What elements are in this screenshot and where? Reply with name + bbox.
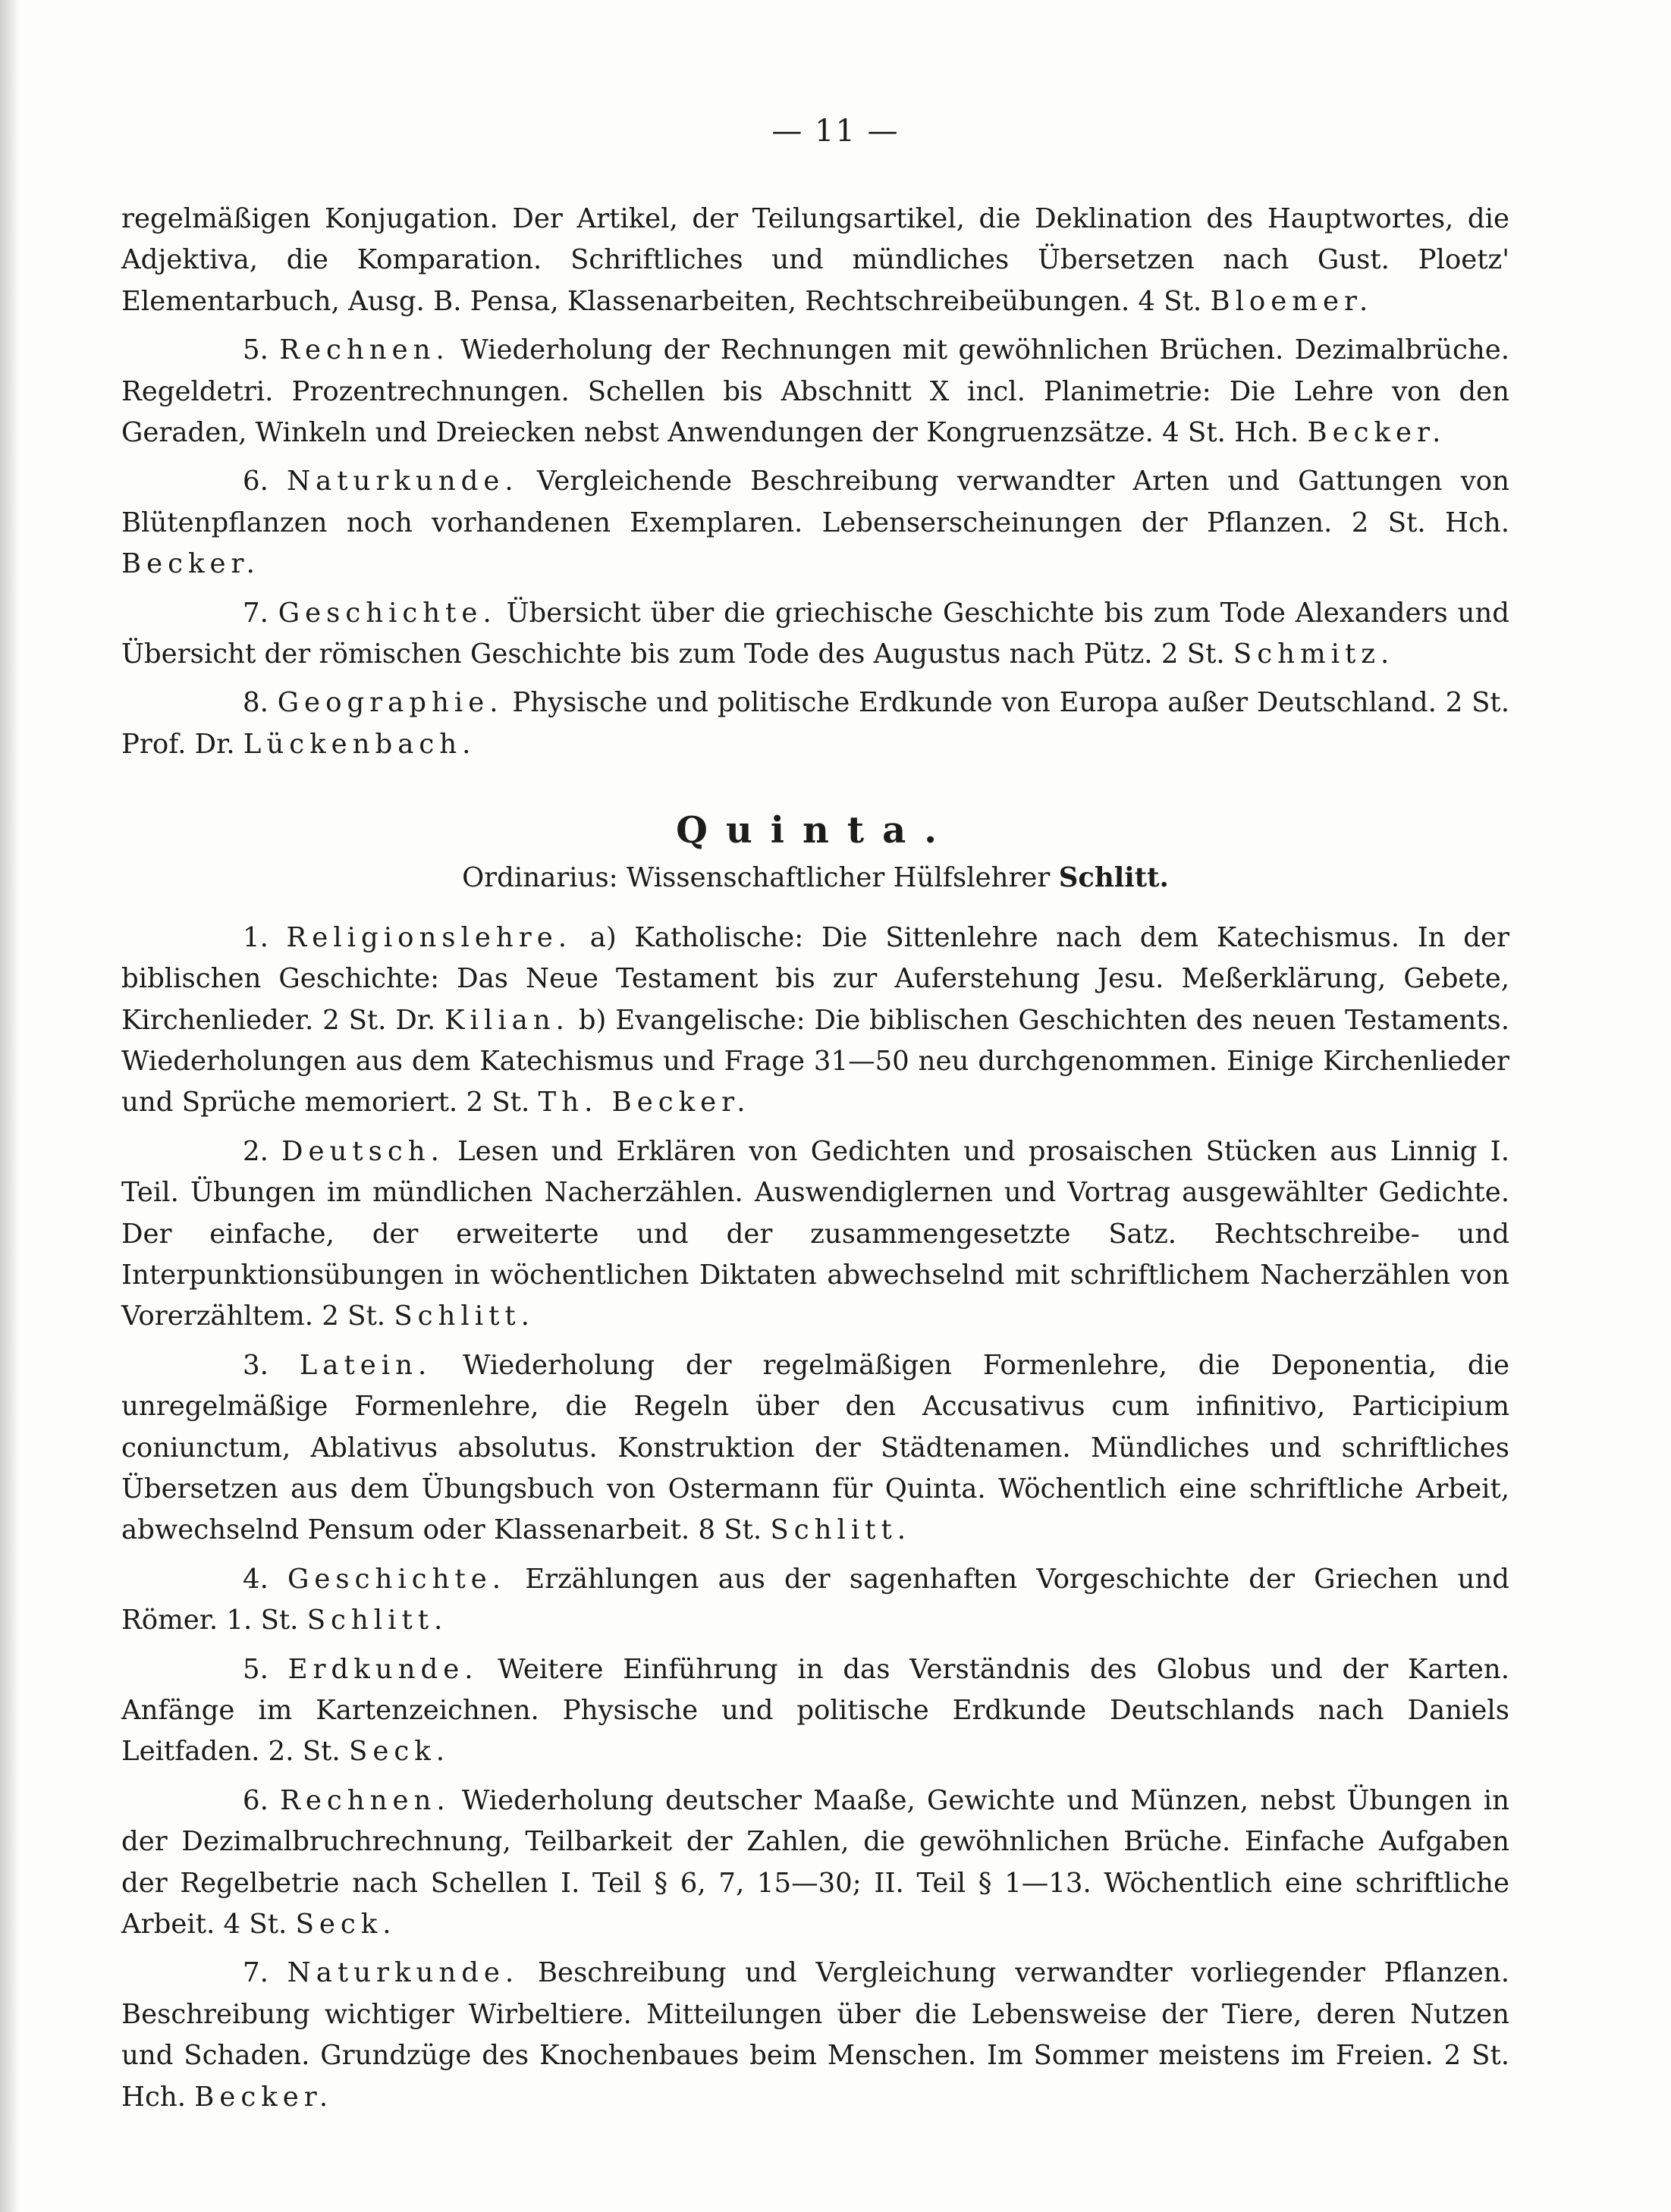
paragraph-text: Wiederholung der Rechnungen mit gewöhnlichen Brüchen. Dezimalbrüche. Regeldetri. Prozentrechnungen. Schellen bis Abschnitt X incl. Planimetrie: Die Lehre von den Geraden, Winkeln und Dreiecken nebst Anwendungen der Kongruenzsätze. 4 St. Hch.	[121, 334, 1509, 449]
subject-heading: Geschichte.	[287, 1563, 507, 1595]
paragraph-geschichte-quinta	[121, 1559, 1509, 1642]
teacher-name: Schlitt.	[394, 1301, 535, 1332]
ordinarius-name: Schlitt.	[1058, 862, 1169, 894]
paragraph-rechnen-quinta	[121, 1781, 1509, 1946]
subject-heading: Rechnen.	[279, 334, 450, 366]
paragraph-french-continued	[121, 199, 1509, 322]
paragraph-naturkunde-quinta	[121, 1953, 1509, 2118]
item-number: 7.	[243, 1957, 269, 1989]
teacher-name-2: Th. Becker.	[538, 1087, 751, 1119]
paragraph-deutsch	[121, 1131, 1509, 1338]
teacher-name: Schmitz.	[1233, 638, 1395, 670]
paragraph-text: Erzählungen aus der sagenhaften Vorgeschichte der Griechen und Römer. 1. St.	[121, 1563, 1509, 1636]
subject-heading: Deutsch.	[281, 1135, 444, 1167]
paragraph-text: Beschreibung und Vergleichung verwandter vorliegender Pflanzen. Beschreibung wichtiger Wirbeltiere. Mitteilungen über die Lebensweise der Tiere, deren Nutzen und Schaden. Grundzüge des Knochenbaues beim Menschen. Im Sommer meistens im Freien. 2 St. Hch.	[121, 1957, 1509, 2113]
subject-heading: Naturkunde.	[287, 1957, 520, 1989]
subject-heading: Religionslehre.	[286, 921, 573, 953]
paragraph-text: Wiederholung der regelmäßigen Formenlehre, die Deponentia, die unregelmäßige Formenlehre, die Regeln über den Accusativus cum infinitivo, Participium coniunctum, Ablativus absolutus. Konstruktion der Städtenamen. Mündliches und schriftliches Übersetzen aus dem Übungsbuch von Ostermann für Quinta. Wöchentlich eine schriftliche Arbeit, abwechselnd Pensum oder Klassenarbeit. 8 St.	[121, 1349, 1509, 1546]
section-subtitle	[121, 858, 1509, 899]
teacher-name: Schlitt.	[770, 1514, 912, 1546]
paragraph-latein	[121, 1345, 1509, 1552]
item-number: 6.	[243, 1784, 269, 1816]
teacher-name: Schlitt.	[306, 1605, 448, 1636]
paragraph-erdkunde	[121, 1649, 1509, 1773]
teacher-name: Lückenbach.	[243, 728, 476, 760]
page-body	[121, 199, 1509, 2126]
subject-heading: Geschichte.	[278, 597, 497, 629]
teacher-name: Becker.	[194, 2081, 334, 2113]
subject-heading: Erdkunde.	[287, 1653, 479, 1685]
paragraph-text: regelmäßigen Konjugation. Der Artikel, der Teilungsartikel, die Deklination des Hauptwortes, die Adjektiva, die Komparation. Schriftliches und mündliches Übersetzen nach Gust. Ploetz' Elementarbuch, Ausg. B. Pensa, Klassenarbeiten, Rechtschreibeübungen. 4 St.	[121, 203, 1509, 317]
section-title: Quinta.	[676, 809, 955, 852]
item-number: 3.	[243, 1349, 269, 1381]
teacher-name: Becker.	[121, 548, 260, 580]
paragraph-rechnen	[121, 330, 1509, 453]
teacher-name: Bloemer.	[1210, 285, 1374, 317]
item-number: 2.	[243, 1135, 269, 1167]
paragraph-text: Vergleichende Beschreibung verwandter Arten und Gattungen von Blütenpflanzen noch vorhandenen Exemplaren. Lebenserscheinungen der Pflanzen. 2 St. Hch.	[121, 466, 1509, 538]
page-number: — 11 —	[771, 114, 900, 149]
item-number: 5.	[243, 1653, 269, 1685]
subject-heading: Naturkunde.	[287, 466, 519, 497]
item-number: 8.	[243, 687, 269, 719]
subtitle-text: Ordinarius: Wissenschaftlicher Hülfslehrer	[462, 862, 1051, 894]
paragraph-text: a) Katholische: Die Sittenlehre nach dem Katechismus. In der biblischen Geschichte: Das Neue Testament bis zur Auferstehung Jesu. Meßerklärung, Gebete, Kirchenlieder. 2 St. Dr.	[121, 921, 1509, 1036]
paragraph-text: Weitere Einführung in das Verständnis des Globus und der Karten. Anfänge im Kartenzeichnen. Physische und politische Erdkunde Deutschlands nach Daniels Leitfaden. 2. St.	[121, 1653, 1509, 1768]
paragraph-geographie	[121, 682, 1509, 765]
teacher-name: Becker.	[1307, 417, 1446, 449]
item-number: 7.	[243, 597, 269, 629]
subject-heading: Latein.	[299, 1349, 432, 1381]
teacher-name: Seck.	[295, 1909, 397, 1941]
item-number: 5.	[243, 334, 269, 366]
item-number: 6.	[243, 466, 269, 497]
paragraph-geschichte	[121, 593, 1509, 676]
paragraph-text-2: b) Evangelische: Die biblischen Geschichten des neuen Testaments. Wiederholungen aus dem Katechismus und Frage 31—50 neu durchgenommen. Einige Kirchenlieder und Sprüche memoriert. 2 St.	[121, 1004, 1509, 1119]
item-number: 1.	[243, 921, 269, 953]
item-number: 4.	[243, 1563, 269, 1595]
paragraph-text: Physische und politische Erdkunde von Europa außer Deutschland. 2 St. Prof. Dr.	[121, 687, 1509, 760]
teacher-name: Seck.	[349, 1736, 451, 1768]
subject-heading: Geographie.	[277, 687, 504, 719]
paragraph-text: Lesen und Erklären von Gedichten und prosaischen Stücken aus Linnig I. Teil. Übungen im mündlichen Nacherzählen. Auswendiglernen und Vortrag ausgewählter Gedichte. Der einfache, der erweiterte und der zusammengesetzte Satz. Rechtschreibe- und Interpunktionsübungen in wöchentlichen Diktaten abwechselnd mit schriftlichem Nacherzählen von Vorerzähltem. 2 St.	[121, 1135, 1509, 1332]
teacher-name: Kilian.	[444, 1004, 570, 1036]
paragraph-text: Wiederholung deutscher Maaße, Gewichte und Münzen, nebst Übungen in der Dezimalbruchrechnung, Teilbarkeit der Zahlen, die gewöhnlichen Brüche. Einfache Aufgaben der Regelbetrie nach Schellen I. Teil § 6, 7, 15—30; II. Teil § 1—13. Wöchentlich eine schriftliche Arbeit. 4 St.	[121, 1784, 1509, 1941]
paragraph-text: Übersicht über die griechische Geschichte bis zum Tode Alexanders und Übersicht der römischen Geschichte bis zum Tode des Augustus nach Pütz. 2 St.	[121, 597, 1509, 670]
paragraph-naturkunde	[121, 461, 1509, 585]
subject-heading: Rechnen.	[280, 1784, 451, 1816]
paragraph-religionslehre	[121, 918, 1509, 1124]
